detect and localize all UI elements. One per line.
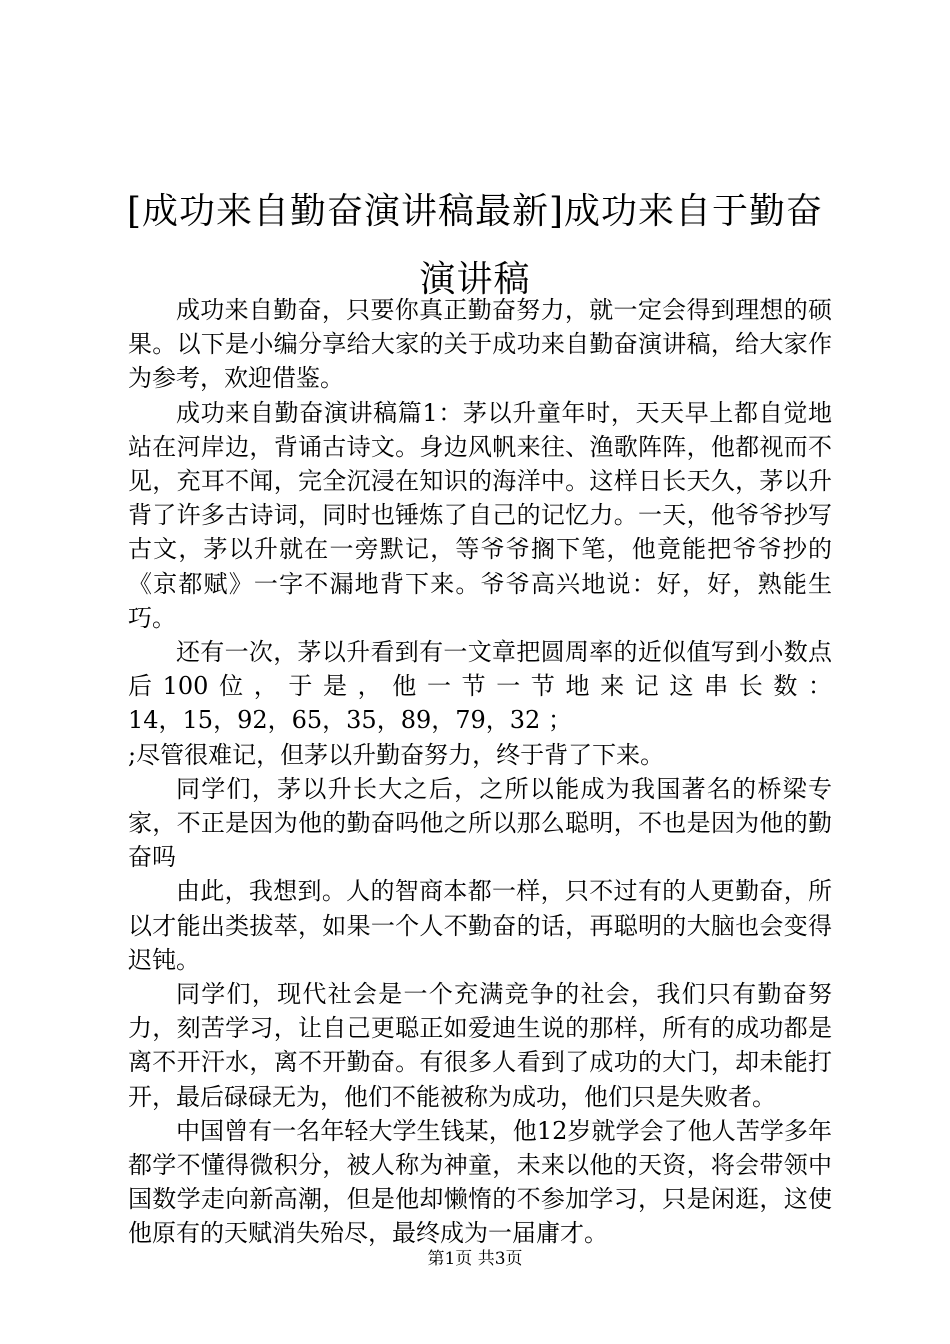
paragraph-society: 同学们，现代社会是一个充满竞争的社会，我们只有勤奋努力，刻苦学习，让自己更聪正如爱迪生说的那样，所有的成功都是离不开汗水，离不开勤奋。有很多人看到了成功的大门，却未能打开，最后碌碌无为，他们不能被称为成功，他们只是失败者。 <box>128 980 832 1111</box>
document-title: [成功来自勤奋演讲稿最新]成功来自于勤奋演讲稿 <box>126 191 824 300</box>
paragraph-example: 中国曾有一名年轻大学生钱某，他12岁就学会了他人苦学多年都学不懂得微积分，被人称为神童，未来以他的天资，将会带领中国数学走向新高潮，但是他却懒惰的不参加学习，只是闲逛，这使他原有的天赋消失殆尽，最终成为一届庸才。 <box>128 1116 832 1248</box>
paragraph-reflection: 同学们，茅以升长大之后，之所以能成为我国著名的桥梁专家，不正是因为他的勤奋吗他之所以那么聪明，不也是因为他的勤奋吗 <box>128 774 832 872</box>
page-number-footer: 第1页 共3页 <box>427 1249 523 1269</box>
paragraph-story-1: 成功来自勤奋演讲稿篇1：茅以升童年时，天天早上都自觉地站在河岸边，背诵古诗文。身边风帆来往、渔歌阵阵，他都视而不见，充耳不闻，完全沉浸在知识的海洋中。这样日长天久，茅以升背了许多古诗词，同时也锤炼了自己的记忆力。一天，他爷爷抄写古文，茅以升就在一旁默记，等爷爷搁下笔，他竟能把爷爷抄的《京都赋》一字不漏地背下来。爷爷高兴地说：好，好，熟能生巧。 <box>128 398 832 632</box>
document-body <box>128 293 832 1251</box>
paragraph-story-2-end: ;尽管很难记，但茅以升勤奋努力，终于背了下来。 <box>128 740 665 769</box>
paragraph-conclusion: 由此，我想到。人的智商本都一样，只不过有的人更勤奋，所以才能出类拔萃，如果一个人不勤奋的话，再聪明的大脑也会变得迟钝。 <box>128 877 832 974</box>
paragraph-story-2: 还有一次，茅以升看到有一文章把圆周率的近似值写到小数点后100位，于是，他一节一节地来记这串长数： <box>128 638 832 701</box>
paragraph-number-sequence: 14，15，92，65，35，89，79，32 ； <box>128 706 572 735</box>
paragraph-intro: 成功来自勤奋，只要你真正勤奋努力，就一定会得到理想的硕果。以下是小编分享给大家的关于成功来自勤奋演讲稿，给大家作为参考，欢迎借鉴。 <box>128 296 832 393</box>
